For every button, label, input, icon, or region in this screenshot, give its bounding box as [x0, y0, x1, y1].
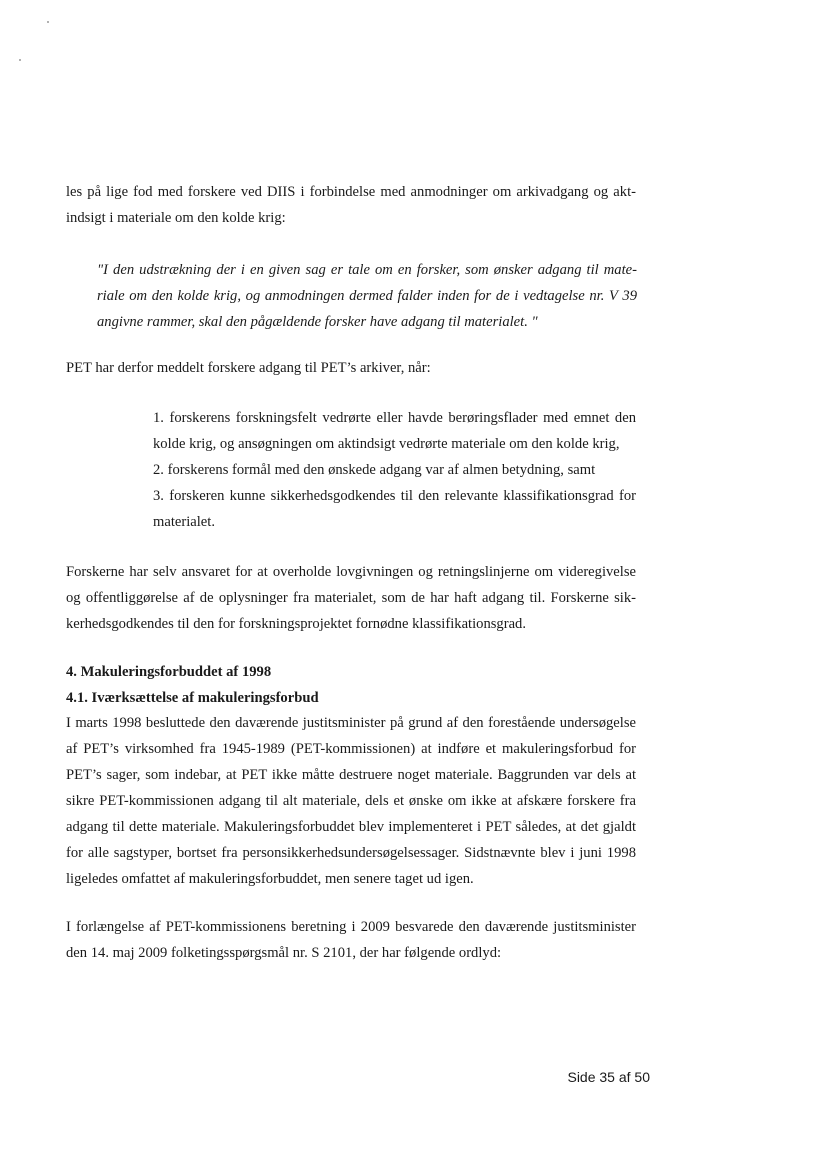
list-item: 1. forskerens forskningsfelt vedrørte eller havde berøringsflader med emnet den: [153, 410, 636, 426]
quote-line: "I den udstrækning der i en given sag er tale om en forsker, som ønsker adgang til mate-: [97, 262, 637, 278]
list-item-continued: kolde krig, og ansøgningen om aktindsigt vedrørte materiale om den kolde krig,: [153, 436, 620, 452]
text-line: adgang til dette materiale. Makuleringsforbuddet blev implementeret i PET således, at det gjaldt: [66, 819, 636, 835]
list-item: 2. forskerens formål med den ønskede adgang var af almen betydning, samt: [153, 462, 596, 478]
text-line: PET har derfor meddelt forskere adgang til PET’s arkiver, når:: [66, 360, 431, 376]
list-item-continued: materialet.: [153, 514, 215, 530]
block-quote: [97, 257, 637, 335]
paragraph-followup: [66, 914, 636, 966]
subsection-heading: 4.1. Iværksættelse af makuleringsforbud: [66, 690, 319, 706]
text-line: sikre PET-kommissionen adgang til alt materiale, dels et ønske om ikke at afskære forskere fra: [66, 793, 636, 809]
text-line: PET’s sager, som indebar, at PET ikke måtte destruere noget materiale. Baggrunden var dels at: [66, 767, 636, 783]
text-line: I forlængelse af PET-kommissionens beretning i 2009 besvarede den daværende justitsminister: [66, 919, 636, 935]
text-line: Forskerne har selv ansvaret for at overholde lovgivningen og retningslinjerne om videregivelse: [66, 564, 636, 580]
paragraph-shredding-ban: [66, 710, 636, 892]
criteria-list: [153, 405, 636, 535]
quote-line: riale om den kolde krig, og anmodningen dermed falder inden for de i vedtagelse nr. V 39: [97, 288, 637, 304]
text-line: og offentliggørelse af de oplysninger fra materialet, som de har haft adgang til. Forskerne sik-: [66, 590, 636, 606]
quote-line: angivne rammer, skal den pågældende forsker have adgang til materialet. ": [97, 314, 538, 330]
text-line: af PET’s virksomhed fra 1945-1989 (PET-kommissionen) at indføre et makuleringsforbud for: [66, 741, 636, 757]
scan-speck: [47, 21, 49, 23]
text-line: for alle sagstyper, bortset fra personsikkerhedsundersøgelsessager. Sidstnævnte blev i juni 1998: [66, 845, 636, 861]
paragraph-responsibility: [66, 559, 636, 637]
paragraph-access: [66, 355, 636, 381]
text-line: den 14. maj 2009 folketingsspørgsmål nr. S 2101, der har følgende ordlyd:: [66, 945, 502, 961]
section-heading: 4. Makuleringsforbuddet af 1998: [66, 664, 272, 680]
page-number: Side 35 af 50: [567, 1069, 650, 1085]
text-line: I marts 1998 besluttede den daværende justitsminister på grund af den forestående undersøgelse: [66, 715, 636, 731]
text-line: indsigt i materiale om den kolde krig:: [66, 210, 286, 226]
text-line: les på lige fod med forskere ved DIIS i forbindelse med anmodninger om arkivadgang og akt-: [66, 184, 636, 200]
text-line: kerhedsgodkendes til den for forskningsprojektet fornødne klassifikationsgrad.: [66, 616, 527, 632]
list-item: 3. forskeren kunne sikkerhedsgodkendes til den relevante klassifikationsgrad for: [153, 488, 636, 504]
paragraph-intro: [66, 179, 636, 231]
text-line: ligeledes omfattet af makuleringsforbuddet, men senere taget ud igen.: [66, 871, 474, 887]
scan-speck: [19, 59, 21, 61]
